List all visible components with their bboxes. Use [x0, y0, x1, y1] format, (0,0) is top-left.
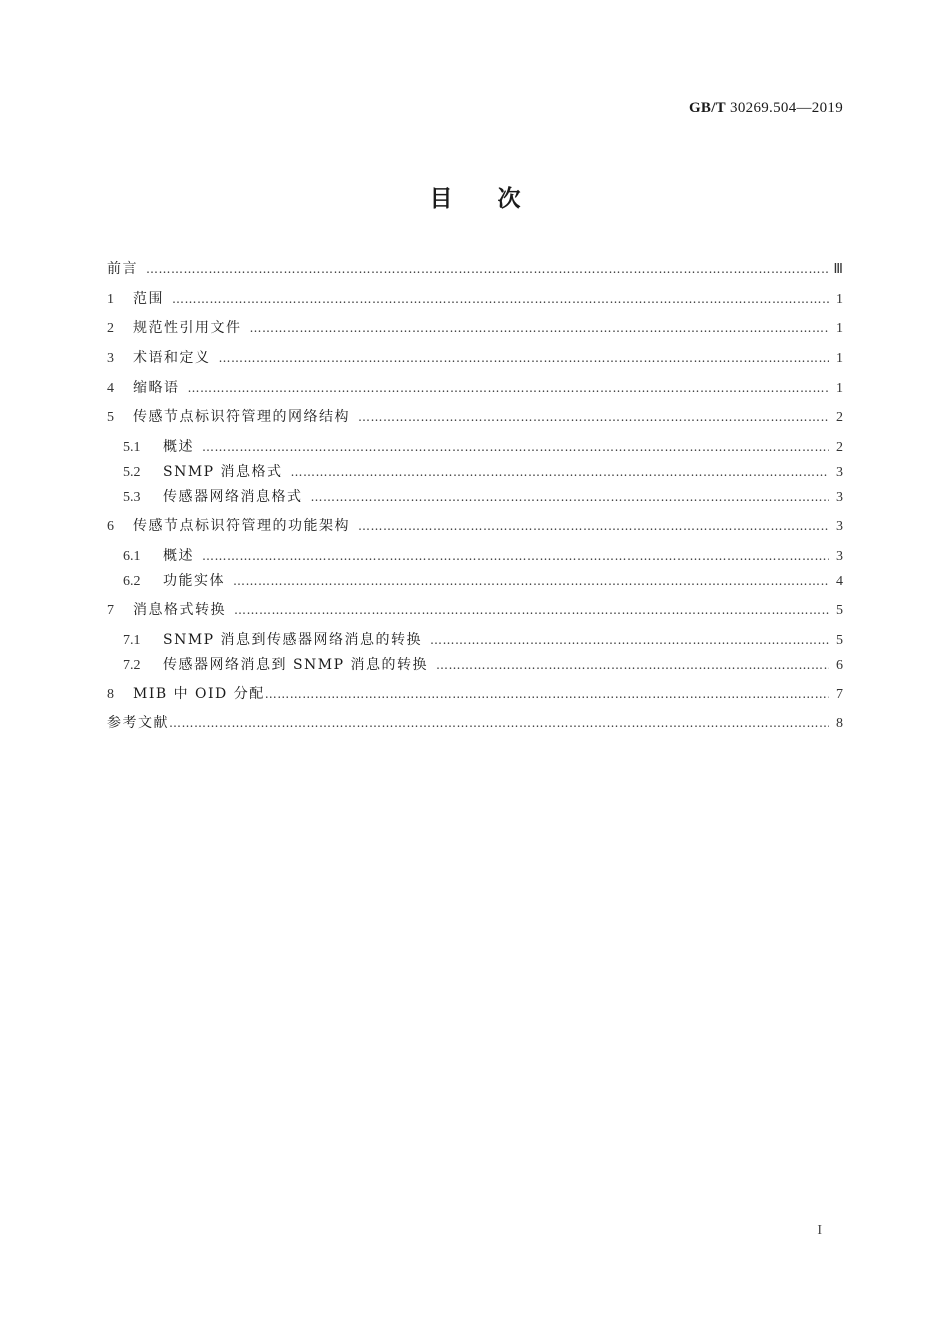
toc-entry-page: 4: [836, 573, 843, 589]
toc-dot-leader: [436, 658, 829, 672]
toc-entry-page: 3: [836, 465, 843, 481]
toc-entry-page: 3: [836, 519, 843, 535]
toc-dot-leader: [172, 292, 829, 306]
toc-entry-number: 6.1: [123, 548, 141, 564]
toc-entry[interactable]: [107, 347, 843, 377]
standard-number: 30269.504—2019: [730, 100, 843, 116]
toc-entry-page: 6: [836, 657, 843, 673]
toc-entry[interactable]: [107, 712, 843, 742]
toc-entry-number: 7.1: [123, 632, 141, 648]
toc-entry-page: 5: [836, 632, 843, 648]
toc-dot-leader: [358, 410, 829, 424]
toc-entry-label: 消息格式转换: [133, 601, 226, 618]
toc-dot-leader: [265, 687, 829, 701]
toc-dot-leader: [234, 603, 829, 617]
standard-code: [689, 100, 843, 117]
toc-entry-page: 3: [836, 490, 843, 506]
toc-entry[interactable]: [107, 317, 843, 347]
toc-entry[interactable]: [107, 515, 843, 545]
toc-entry-label: 概述: [163, 547, 194, 564]
toc-entry-number: 6: [107, 519, 114, 535]
toc-dot-leader: [219, 351, 830, 365]
toc-entry-label: 参考文献: [107, 715, 169, 732]
toc-entry[interactable]: [107, 570, 843, 595]
toc-entry-number: 8: [107, 686, 114, 702]
toc-entry-page: Ⅲ: [833, 262, 843, 277]
toc-entry-page: 2: [836, 440, 843, 456]
toc-entry[interactable]: [107, 436, 843, 461]
toc-entry[interactable]: [107, 461, 843, 486]
toc-entry[interactable]: [107, 629, 843, 654]
toc-entry[interactable]: [107, 654, 843, 679]
toc-entry[interactable]: [107, 406, 843, 436]
toc-entry-label: 规范性引用文件: [133, 320, 242, 337]
toc-dot-leader: [430, 633, 829, 647]
toc-entry-label: SNMP 消息到传感器网络消息的转换: [163, 631, 423, 648]
toc-entry-label: 功能实体: [163, 572, 225, 589]
toc-entry-label: SNMP 消息格式: [163, 464, 283, 481]
toc-entry[interactable]: [107, 545, 843, 570]
toc-entry-label: 术语和定义: [133, 350, 211, 367]
toc-entry-label: 传感器网络消息格式: [163, 489, 303, 506]
toc-entry-number: 1: [107, 291, 114, 307]
toc-entry-label: 前言: [107, 261, 138, 277]
footer-page-number: I: [817, 1223, 822, 1238]
toc-dot-leader: [202, 440, 829, 454]
toc-entry-number: 3: [107, 351, 114, 367]
toc-entry-label: 范围: [133, 290, 164, 307]
toc-dot-leader: [311, 490, 830, 504]
toc-entry-number: 5.1: [123, 440, 141, 456]
toc-dot-leader: [169, 716, 829, 730]
table-of-contents: [107, 258, 843, 742]
toc-entry[interactable]: [107, 288, 843, 318]
toc-dot-leader: [202, 549, 829, 563]
toc-entry-page: 1: [836, 380, 843, 396]
toc-dot-leader: [250, 321, 830, 335]
toc-entry[interactable]: [107, 486, 843, 511]
toc-entry-page: 1: [836, 291, 843, 307]
toc-entry-number: 5.3: [123, 490, 141, 506]
toc-entry-label: 传感节点标识符管理的功能架构: [133, 518, 350, 535]
toc-entry-number: 5.2: [123, 465, 141, 481]
toc-entry-label: 概述: [163, 439, 194, 456]
toc-dot-leader: [358, 519, 829, 533]
toc-entry[interactable]: [107, 683, 843, 713]
toc-title: 目次: [429, 186, 566, 212]
toc-dot-leader: [233, 574, 829, 588]
toc-entry-page: 5: [836, 602, 843, 618]
toc-entry-number: 7: [107, 602, 114, 618]
toc-entry-page: 1: [836, 351, 843, 367]
toc-entry-page: 8: [836, 716, 843, 732]
toc-entry-label: 传感节点标识符管理的网络结构: [133, 409, 350, 426]
toc-entry[interactable]: [107, 599, 843, 629]
toc-entry-number: 2: [107, 321, 114, 337]
toc-entry[interactable]: [107, 258, 843, 288]
toc-dot-leader: [146, 262, 829, 276]
toc-entry-label: 缩略语: [133, 379, 180, 396]
toc-entry[interactable]: [107, 377, 843, 407]
toc-entry-page: 1: [836, 321, 843, 337]
toc-dot-leader: [188, 381, 830, 395]
toc-entry-label: 传感器网络消息到 SNMP 消息的转换: [163, 656, 428, 673]
toc-entry-page: 3: [836, 548, 843, 564]
toc-entry-page: 7: [836, 686, 843, 702]
toc-dot-leader: [291, 465, 829, 479]
toc-entry-number: 4: [107, 380, 114, 396]
toc-entry-number: 7.2: [123, 657, 141, 673]
toc-entry-page: 2: [836, 410, 843, 426]
toc-entry-number: 6.2: [123, 573, 141, 589]
toc-entry-number: 5: [107, 410, 114, 426]
toc-entry-label: MIB 中 OID 分配: [133, 685, 265, 702]
standard-prefix: GB/T: [688, 100, 726, 116]
